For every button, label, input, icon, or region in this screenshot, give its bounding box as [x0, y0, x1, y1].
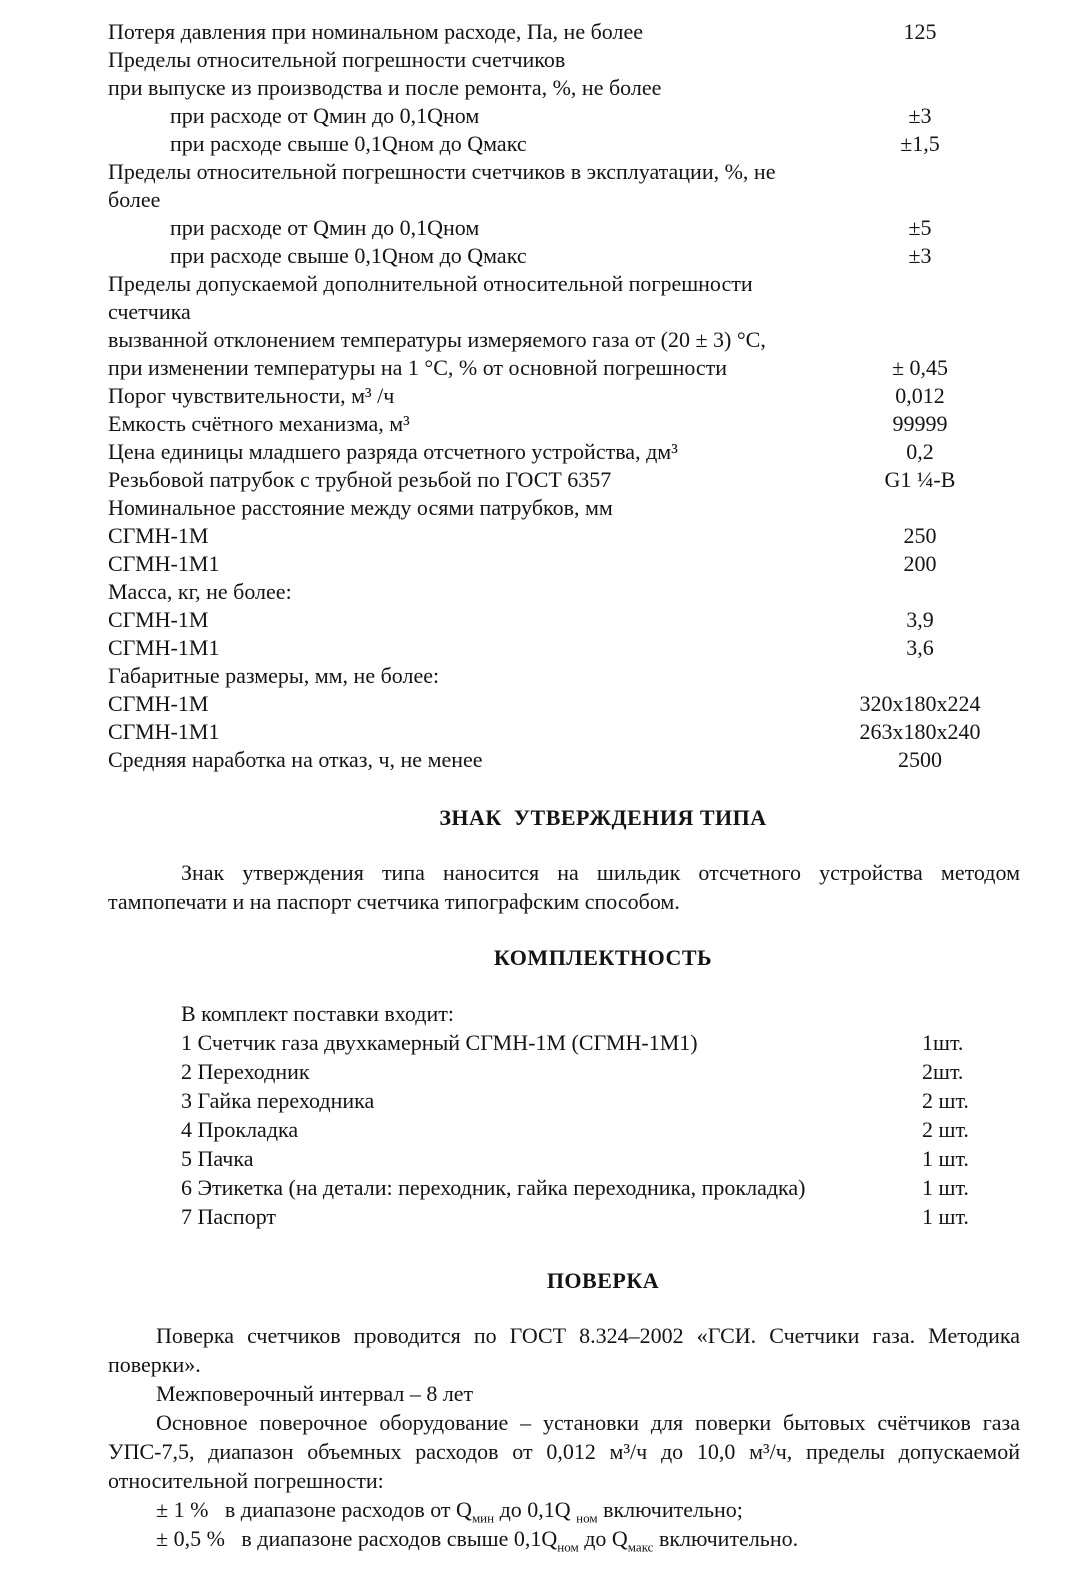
spec-value: 320x180x224 [859, 691, 981, 716]
spec-row [108, 718, 1020, 746]
tolerance-1-suffix: включительно; [597, 1497, 743, 1522]
spec-label: при выпуске из производства и после ремонта, %, не более [108, 75, 662, 100]
completeness-item [108, 1173, 1020, 1202]
spec-label: Номинальное расстояние между осями патрубков, мм [108, 495, 613, 520]
spec-label: СГМН-1М1 [108, 551, 220, 576]
spec-value: 2500 [898, 747, 942, 772]
spec-value: G1 ¼-B [884, 467, 956, 492]
spec-row [108, 270, 1020, 326]
spec-label: Порог чувствительности, м³ /ч [108, 383, 395, 408]
item-name: 6 Этикетка (на детали: переходник, гайка переходника, прокладка) [181, 1175, 806, 1200]
tolerance-1-sub-nom: ном [576, 1510, 598, 1526]
spec-value: 0,2 [906, 439, 934, 464]
section-heading-completeness: КОМПЛЕКТНОСТЬ [493, 945, 713, 970]
spec-row [108, 46, 1020, 74]
specs-list [108, 18, 1020, 774]
spec-row [108, 18, 1020, 46]
item-name: 7 Паспорт [181, 1204, 277, 1229]
spec-row [108, 410, 1020, 438]
spec-row [108, 326, 1020, 354]
spec-label: при расходе от Qмин до 0,1Qном [170, 215, 480, 240]
item-quantity: 2шт. [922, 1059, 964, 1084]
spec-label: СГМН-1М [108, 523, 209, 548]
spec-row [108, 494, 1020, 522]
tolerance-1-mid: до 0,1Q [494, 1497, 577, 1522]
item-quantity: 2 шт. [922, 1117, 969, 1142]
completeness-item [108, 1202, 1020, 1231]
tolerance-2-prefix: ± 0,5 % в диапазоне расходов свыше 0,1Q [156, 1526, 558, 1551]
spec-row [108, 578, 1020, 606]
item-name: 1 Счетчик газа двухкамерный СГМН-1М (СГМН-1М1) [181, 1030, 698, 1055]
item-quantity: 1шт. [922, 1030, 964, 1055]
spec-label: Пределы относительной погрешности счетчиков в эксплуатации, %, не более [108, 159, 781, 212]
completeness-item [108, 1086, 1020, 1115]
spec-value: 3,9 [906, 607, 934, 632]
spec-value: ±3 [908, 103, 932, 128]
spec-value: 3,6 [906, 635, 934, 660]
spec-value: 250 [903, 523, 937, 548]
spec-row [108, 242, 1020, 270]
spec-label: Цена единицы младшего разряда отсчетного устройства, дм³ [108, 439, 678, 464]
spec-label: СГМН-1М1 [108, 719, 220, 744]
tolerance-1-sub-min: мин [471, 1510, 495, 1526]
verification-paragraph-2: Межповерочный интервал – 8 лет [156, 1381, 474, 1406]
type-approval-paragraph: Знак утверждения типа наносится на шильдик отсчетного устройства методом тампопечати и на паспорт счетчика типографским способом. [108, 860, 1020, 914]
spec-row [108, 522, 1020, 550]
spec-value: ± 0,45 [891, 355, 949, 380]
completeness-item [108, 1057, 1020, 1086]
spec-value: 0,012 [895, 383, 945, 408]
tolerance-2-suffix: включительно. [653, 1526, 799, 1551]
tolerance-2-mid: до Q [578, 1526, 628, 1551]
spec-value: ±5 [908, 215, 932, 240]
spec-label: Средняя наработка на отказ, ч, не менее [108, 747, 483, 772]
tolerance-2-sub-nom: ном [557, 1539, 579, 1555]
section-heading-type-approval: ЗНАК УТВЕРЖДЕНИЯ ТИПА [439, 805, 767, 830]
spec-row [108, 214, 1020, 242]
spec-label: Емкость счётного механизма, м³ [108, 411, 410, 436]
item-name: 2 Переходник [181, 1059, 310, 1084]
spec-row [108, 690, 1020, 718]
item-quantity: 2 шт. [922, 1088, 969, 1113]
item-quantity: 1 шт. [922, 1204, 969, 1229]
spec-label: Резьбовой патрубок с трубной резьбой по ГОСТ 6357 [108, 467, 612, 492]
spec-label: Масса, кг, не более: [108, 579, 292, 604]
spec-label: при расходе свыше 0,1Qном до Qмакс [170, 243, 527, 268]
spec-label: Габаритные размеры, мм, не более: [108, 663, 440, 688]
item-quantity: 1 шт. [922, 1146, 969, 1171]
spec-row [108, 102, 1020, 130]
item-name: 5 Пачка [181, 1146, 254, 1171]
spec-label: Пределы относительной погрешности счетчиков [108, 47, 566, 72]
spec-label: СГМН-1М [108, 607, 209, 632]
spec-row [108, 130, 1020, 158]
spec-row [108, 382, 1020, 410]
verification-paragraph-1: Поверка счетчиков проводится по ГОСТ 8.324–2002 «ГСИ. Счетчики газа. Методика поверки». [108, 1323, 1020, 1377]
completeness-list [108, 1028, 1020, 1231]
section-heading-verification: ПОВЕРКА [546, 1268, 660, 1293]
spec-label: вызванной отклонением температуры измеряемого газа от (20 ± 3) °С, [108, 327, 766, 352]
spec-value: 200 [903, 551, 937, 576]
completeness-item [108, 1028, 1020, 1057]
spec-value: 263x180x240 [859, 719, 981, 744]
spec-row [108, 466, 1020, 494]
spec-value: 125 [903, 19, 937, 44]
spec-label: СГМН-1М1 [108, 635, 220, 660]
spec-label: Пределы допускаемой дополнительной относительной погрешности счетчика [108, 271, 759, 324]
item-name: 4 Прокладка [181, 1117, 299, 1142]
spec-row [108, 746, 1020, 774]
spec-label: Потеря давления при номинальном расходе, Па, не более [108, 19, 644, 44]
completeness-intro: В комплект поставки входит: [181, 1001, 454, 1026]
tolerance-2-sub-maks: макс [627, 1539, 654, 1555]
spec-row [108, 354, 1020, 382]
spec-row [108, 662, 1020, 690]
completeness-item [108, 1144, 1020, 1173]
tolerance-1-prefix: ± 1 % в диапазоне расходов от Q [156, 1497, 472, 1522]
spec-value: 99999 [892, 411, 948, 436]
spec-label: при расходе свыше 0,1Qном до Qмакс [170, 131, 527, 156]
spec-row [108, 158, 1020, 214]
verification-paragraph-3: Основное поверочное оборудование – установки для поверки бытовых счётчиков газа УПС-7,5, диапазон объемных расходов от 0,012 м³/ч до 10,0 м³/ч, пределы допускаемой относительной погрешности: [108, 1410, 1020, 1493]
spec-value: ±1,5 [900, 131, 940, 156]
tolerance-line-1 [108, 1495, 1020, 1524]
spec-row [108, 74, 1020, 102]
spec-label: при изменении температуры на 1 °С, % от основной погрешности [108, 355, 728, 380]
item-quantity: 1 шт. [922, 1175, 969, 1200]
spec-row [108, 550, 1020, 578]
spec-row [108, 634, 1020, 662]
item-name: 3 Гайка переходника [181, 1088, 375, 1113]
completeness-item [108, 1115, 1020, 1144]
spec-label: при расходе от Qмин до 0,1Qном [170, 103, 480, 128]
spec-value: ±3 [908, 243, 932, 268]
spec-row [108, 438, 1020, 466]
tolerance-line-2 [108, 1524, 1020, 1553]
spec-row [108, 606, 1020, 634]
spec-label: СГМН-1М [108, 691, 209, 716]
